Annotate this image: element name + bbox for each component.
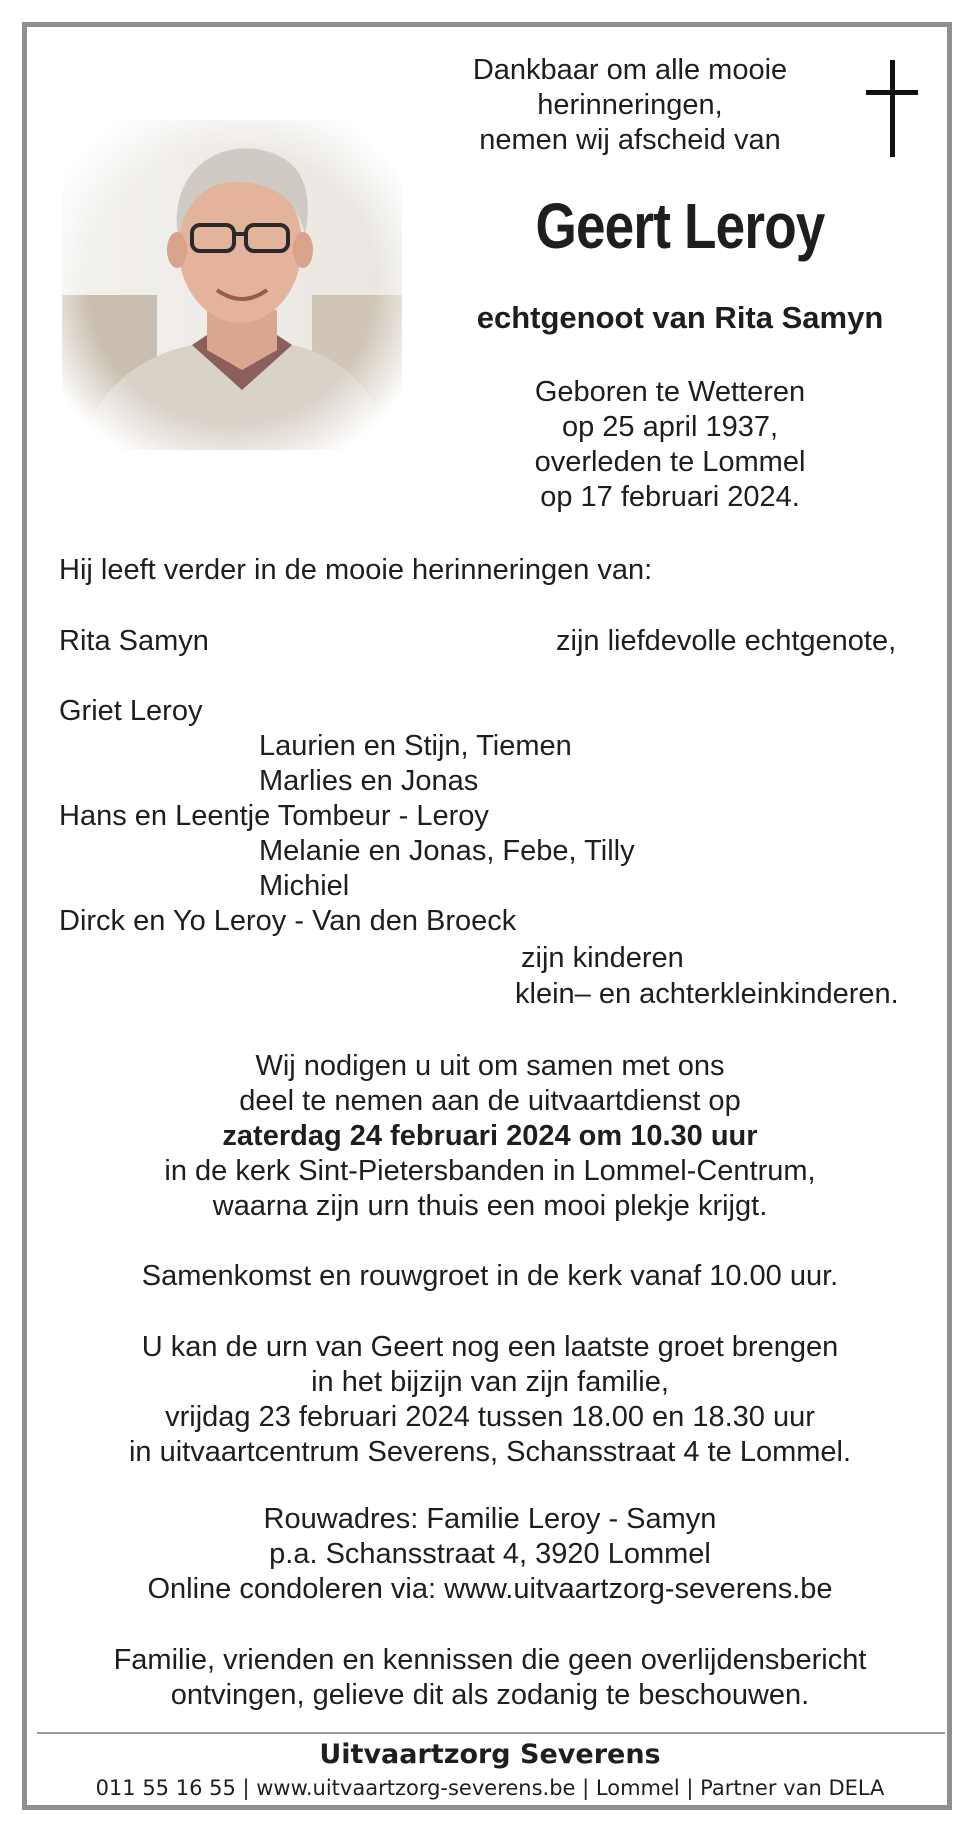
spouse-role: zijn liefdevolle echtgenote,: [556, 625, 897, 657]
child-name: Dirck en Yo Leroy - Van den Broeck: [59, 905, 517, 937]
footer-divider: [37, 1732, 945, 1734]
spouse-name: Rita Samyn: [59, 625, 209, 657]
visit-line: in het bijzijn van zijn familie,: [311, 1366, 669, 1398]
spouse-line: echtgenoot van Rita Samyn: [476, 300, 884, 335]
condolence-link: Online condoleren via: www.uitvaartzorg-severens.be: [147, 1573, 833, 1605]
service-line: deel te nemen aan de uitvaartdienst op: [239, 1085, 741, 1117]
child-name: Hans en Leentje Tombeur - Leroy: [59, 800, 489, 832]
portrait-photo: [62, 120, 402, 450]
memories-intro: Hij leeft verder in de mooie herinneringen van:: [59, 554, 653, 586]
family-role: zijn kinderen: [521, 942, 684, 974]
notice-line: ontvingen, gelieve dit als zodanig te beschouwen.: [170, 1679, 810, 1711]
birth-death-block: [480, 375, 860, 515]
child-name: Griet Leroy: [59, 695, 203, 727]
deceased-name: Geert Leroy: [535, 190, 825, 262]
service-date: zaterdag 24 februari 2024 om 10.30 uur: [222, 1120, 758, 1152]
visit-line: U kan de urn van Geert nog een laatste groet brengen: [141, 1331, 839, 1363]
notice-line: Familie, vrienden en kennissen die geen overlijdensbericht: [113, 1644, 867, 1676]
grandchild-line: Laurien en Stijn, Tiemen: [259, 730, 572, 762]
born-line: Geboren te Wetteren: [534, 376, 806, 408]
address-line: Rouwadres: Familie Leroy - Samyn: [263, 1503, 717, 1535]
service-line: in de kerk Sint-Pietersbanden in Lommel-Centrum,: [164, 1155, 816, 1187]
address-block: [0, 1502, 980, 1607]
service-block: [0, 1049, 980, 1224]
gathering-text: Samenkomst en rouwgroet in de kerk vanaf 10.00 uur.: [141, 1260, 839, 1292]
grandchild-line: Melanie en Jonas, Febe, Tilly: [259, 835, 635, 867]
died-date: op 17 februari 2024.: [540, 481, 800, 513]
service-line: waarna zijn urn thuis een mooi plekje krijgt.: [212, 1190, 768, 1222]
intro-line: Dankbaar om alle mooie: [472, 54, 788, 86]
firm-name: Uitvaartzorg Severens: [319, 1739, 661, 1770]
born-date: op 25 april 1937,: [561, 411, 779, 443]
visit-line: in uitvaartcentrum Severens, Schansstraat 4 te Lommel.: [128, 1436, 852, 1468]
latin-cross-icon: [862, 60, 922, 160]
intro-line: nemen wij afscheid van: [479, 124, 781, 156]
notice-block: [0, 1643, 980, 1713]
intro-text: [400, 53, 860, 158]
service-line: Wij nodigen u uit om samen met ons: [255, 1050, 725, 1082]
grandchild-line: Michiel: [259, 870, 350, 902]
grandchild-line: Marlies en Jonas: [259, 765, 479, 797]
intro-line: herinneringen,: [537, 89, 723, 121]
visit-block: [0, 1330, 980, 1470]
family-role: klein– en achterkleinkinderen.: [515, 978, 899, 1010]
address-line: p.a. Schansstraat 4, 3920 Lommel: [269, 1538, 711, 1570]
firm-contact: 011 55 16 55 | www.uitvaartzorg-severens.be | Lommel | Partner van DELA: [95, 1776, 885, 1800]
visit-line: vrijdag 23 februari 2024 tussen 18.00 en 18.30 uur: [165, 1401, 815, 1433]
died-line: overleden te Lommel: [534, 446, 806, 478]
